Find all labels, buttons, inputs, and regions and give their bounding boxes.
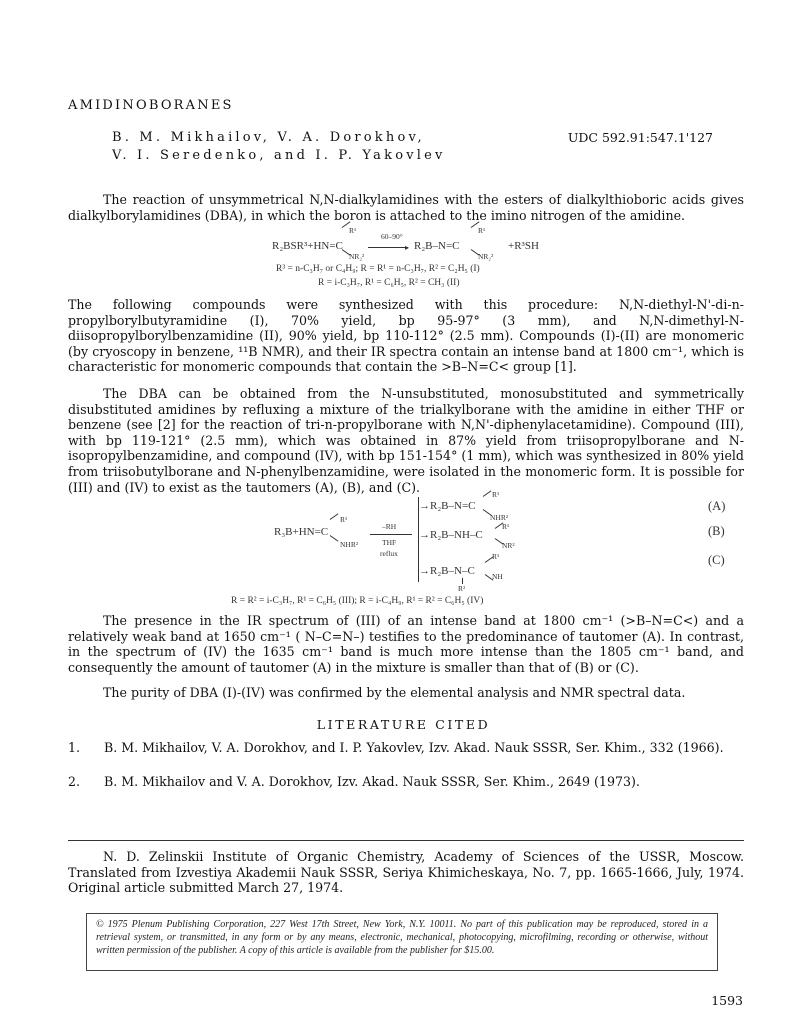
affiliation-note: N. D. Zelinskii Institute of Organic Chemistry, Academy of Sciences of the USSR, Moscow. Translated from Izvestiya Akademii Nauk SSSR, Seriya Khimicheskaya, No. 7, pp. 1665-1666, July, 1974. Original article submitted March 27, 1974. — [68, 849, 744, 896]
reference-1-number: 1. — [68, 740, 81, 755]
paragraph-purity: The purity of DBA (I)-(IV) was confirmed by the elemental analysis and NMR spectral data. — [103, 685, 686, 700]
eq1-definitions-1: R³ = n-C₃H₇ or C₄H₉; R = R¹ = n-C₃H₇, R² = C₂H₅ (I) — [276, 264, 480, 274]
paragraph-ir: The presence in the IR spectrum of (III) of an intense band at 1800 cm⁻¹ (>B–N=C<) and a relatively weak band at 1650 cm⁻¹ ( N–C=N–) testifies to the predominance of tautomer (A). In contrast, in the spectrum of (IV) the 1635 cm⁻¹ band is much more intense than the 1805 cm⁻¹ band, and consequently the amount of tautomer (A) in the mixture is smaller than that of (B) or (C). — [68, 613, 744, 675]
label-c: (C) — [708, 553, 725, 567]
authors-line-1: B. M. Mikhailov, V. A. Dorokhov, — [112, 130, 425, 145]
article-title: AMIDINOBORANES — [68, 98, 234, 113]
eq1-arrowhead-icon: ▸ — [405, 243, 410, 252]
paragraph-intro: The reaction of unsymmetrical N,N-dialkylamidines with the esters of dialkylthioboric acids gives dialkylborylamidines (DBA), in which the boron is attached to the imino nitrogen of the amidine. — [68, 192, 744, 223]
label-b: (B) — [708, 524, 725, 538]
eq2-under-2: reflux — [380, 549, 398, 558]
eq1-prod-r1: R¹ — [478, 226, 486, 235]
tautomer-c-r2: R² — [458, 584, 466, 593]
eq1-definitions-2: R = i-C₃H₇, R¹ = C₆H₅, R² = CH₃ (II) — [318, 278, 460, 288]
eq1-byproduct: +R³SH — [508, 240, 539, 252]
paragraph-dba: The DBA can be obtained from the N-unsubstituted, monosubstituted and symmetrically disubstituted amidines by refluxing a mixture of the trialkylborane with the amidine in either THF or benzene (see [2] for the reaction of tri-n-propylborane with N,N'-diphenylacetamidine). Compound (III), with bp 119-121° (2.5 mm), which was obtained in 87% yield from triisopropylborane and N-isopropylbenzamidine, and compound (IV), with bp 151-154° (1 mm), which was synthesized in 80% yield from triisobutylborane and N-phenylbenzamidine, were isolated in the monomeric form. It is possible for (III) and (IV) to exist as the tautomers (A), (B), and (C). — [68, 386, 744, 495]
tautomer-b-sub: NR² — [502, 541, 515, 550]
reference-2-number: 2. — [68, 774, 81, 789]
divider-rule — [68, 840, 744, 841]
eq2-left: R₃B+HN=C — [274, 526, 329, 538]
reference-2-text: B. M. Mikhailov and V. A. Dorokhov, Izv. Akad. Nauk SSSR, Ser. Khim., 2649 (1973). — [104, 774, 640, 789]
eq2-nhr2: NHR² — [340, 540, 359, 549]
label-a: (A) — [708, 499, 726, 513]
tautomer-c: →R₂B–N–C — [419, 565, 475, 577]
eq1-nr2: NR₂² — [349, 252, 365, 261]
reference-2 — [68, 774, 744, 790]
tautomer-a-sub: NHR² — [490, 513, 509, 522]
tautomer-c-r1: R¹ — [492, 552, 500, 561]
reference-1-text: B. M. Mikhailov, V. A. Dorokhov, and I. P. Yakovlev, Izv. Akad. Nauk SSSR, Ser. Khim., 332 (1966). — [104, 740, 724, 755]
eq2-under-1: THF — [382, 538, 397, 547]
eq1-product: R₂B–N=C — [414, 240, 460, 252]
eq2-bond-down — [330, 535, 339, 542]
authors-line-2: V. I. Seredenko, and I. P. Yakovlev — [112, 148, 446, 163]
tautomer-a-bond-up — [483, 490, 492, 497]
tautomer-b: →R₂B–NH–C — [419, 529, 483, 541]
literature-heading: LITERATURE CITED — [316, 717, 491, 732]
tautomer-a-r1: R¹ — [492, 490, 500, 499]
reference-1 — [68, 740, 744, 772]
eq2-over: –RH — [382, 522, 397, 531]
eq2-bond-up — [330, 513, 339, 520]
tautomer-c-sub: NH — [492, 572, 503, 581]
eq2-r1: R¹ — [340, 515, 348, 524]
eq1-prod-nr2: NR₂² — [478, 252, 494, 261]
page-number: 1593 — [711, 993, 743, 1008]
copyright-text: © 1975 Plenum Publishing Corporation, 227 West 17th Street, New York, N.Y. 10011. No part of this publication may be reproduced, stored in a retrieval system, or transmitted, in any form or by any means, electronic, mechanical, photocopying, microfilming, recording or otherwise, without written permission of the publisher. A copy of this article is available from the publisher for $15.00. — [96, 919, 708, 957]
tautomer-a: →R₂B–N=C — [419, 500, 476, 512]
eq1-r1: R¹ — [349, 226, 357, 235]
eq2-arrow — [370, 534, 412, 535]
eq1-conditions: 60–90° — [381, 232, 403, 241]
eq2-definitions: R = R² = i-C₃H₇, R¹ = C₆H₅ (III); R = i-C₄H₉, R¹ = R² = C₆H₅ (IV) — [231, 596, 484, 606]
eq1-reactants: R₂BSR³+HN=C — [272, 240, 343, 252]
paragraph-compounds: The following compounds were synthesized with this procedure: N,N-diethyl-N'-di-n-propylborylbutyramidine (I), 70% yield, bp 95-97° (3 mm), and N,N-dimethyl-N-diisopropylborylbenzamidine (II), 90% yield, bp 110-112° (2.5 mm). Compounds (I)-(II) are monomeric (by cryoscopy in benzene, ¹¹B NMR), and their IR spectra contain an intense band at 1800 cm⁻¹, which is characteristic for monomeric compounds that contain the >B–N=C< group [1]. — [68, 297, 744, 375]
udc-code: UDC 592.91:547.1'127 — [567, 130, 713, 145]
tautomer-b-r1: R¹ — [502, 522, 510, 531]
